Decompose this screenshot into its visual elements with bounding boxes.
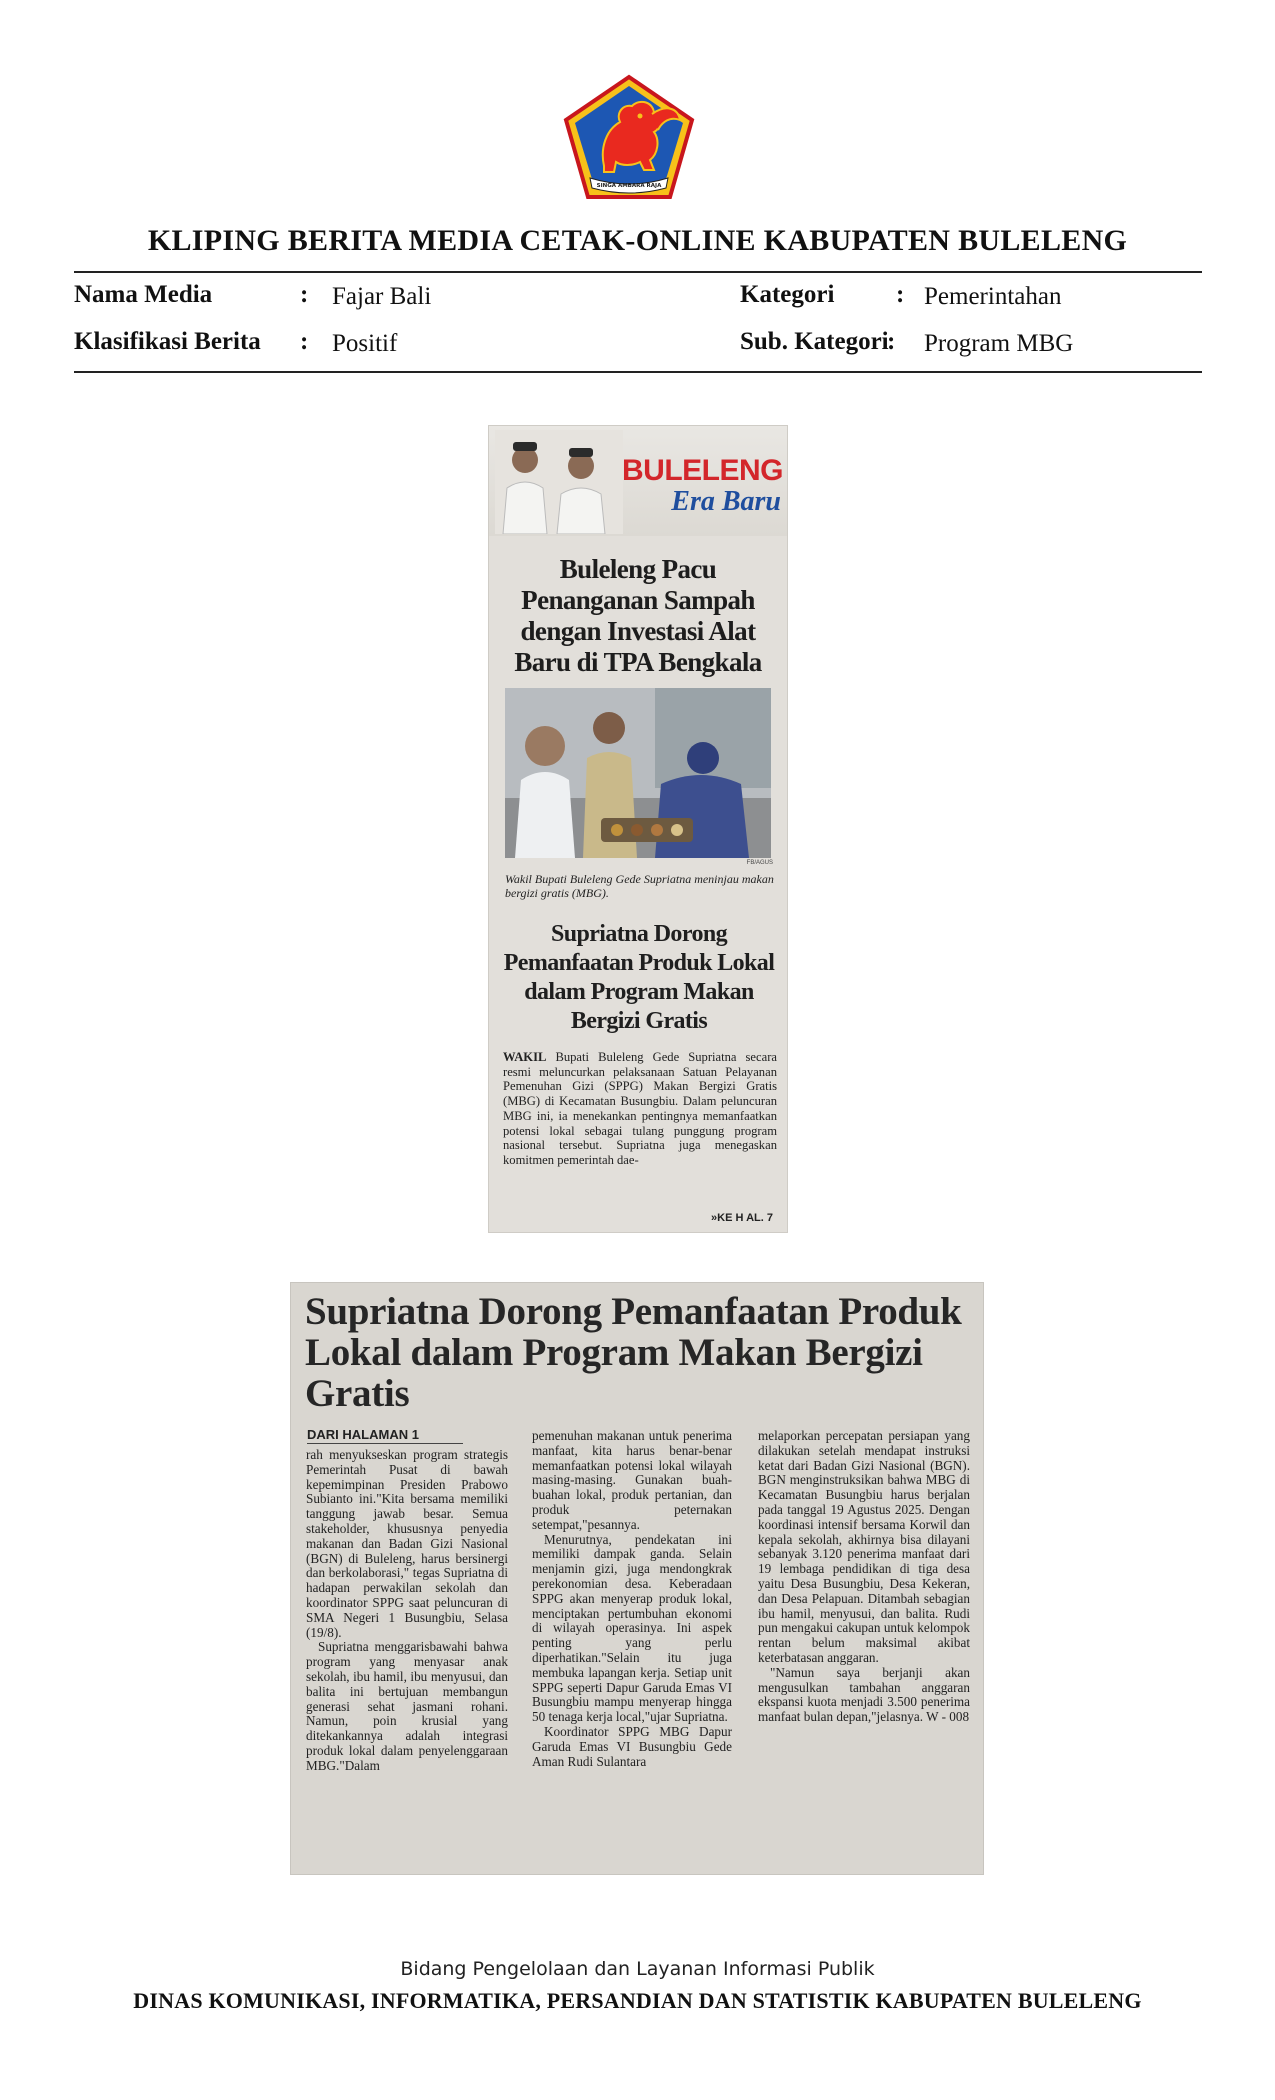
section-banner <box>489 426 787 536</box>
mbg-inspection-photo <box>505 688 771 858</box>
section-brand: BULELENG <box>622 454 783 487</box>
subcategory-value: Program MBG <box>924 330 1074 357</box>
newspaper-clipping-front <box>489 426 787 1232</box>
top-divider <box>74 271 1202 273</box>
paragraph: melaporkan percepatan persiapan yang dilakukan setelah mendapat instruksi ketat dari Badan Gizi Nasional (BGN). BGN menginstruksikan bahwa MBG di Kecamatan Busungbiu harus berjalan pada tanggal 19 Agustus 2025. Dengan koordinasi intensif bersama Korwil dan kepala sekolah, akhirnya bisa dilayani sebanyak 3.120 penerima manfaat dari 19 lembaga pendidikan di tiga desa yaitu Desa Busungbiu, Desa Kekeran, dan Desa Pelapuan. Ditambah sebagian ibu hamil, menyusui, dan balita. Rudi pun mengakui cakupan untuk kelompok rentan belum maksimal akibat keterbatasan anggaran. <box>758 1428 970 1665</box>
paragraph: pemenuhan makanan untuk penerima manfaat, kita harus benar-benar memanfaatkan potensi lokal wilayah masing-masing. Gunakan buah-buahan lokal, produk pertanian, dan produk peternakan setempat,"pesannya. <box>532 1428 732 1532</box>
article-column-3 <box>758 1429 970 1725</box>
from-page-label: DARI HALAMAN 1 <box>307 1427 463 1444</box>
section-brand-sub: Era Baru <box>671 486 781 517</box>
officials-portrait-image <box>495 430 623 534</box>
paragraph: Koordinator SPPG MBG Dapur Garuda Emas VI Busungbiu Gede Aman Rudi Sulantara <box>532 1723 732 1769</box>
front-article-body <box>503 1050 777 1168</box>
article-body-text: Bupati Buleleng Gede Supriatna secara resmi meluncurkan pelaksanaan Satuan Pelayanan Pemenuhan Gizi (SPPG) Makan Bergizi Gratis (MBG) di Kecamatan Busungbiu. Dalam peluncuran MBG ini, ia menekankan pentingnya memanfaatkan potensi lokal sebagai tulang punggung program nasional tersebut. Supriatna juga menegaskan komitmen pemerintah dae- <box>503 1050 777 1167</box>
article-lead-word: WAKIL <box>503 1050 547 1064</box>
category-colon: : <box>896 281 905 308</box>
category-label: Kategori <box>740 281 835 308</box>
classification-value: Positif <box>332 330 398 357</box>
media-name-value: Fajar Bali <box>332 283 432 310</box>
classification-label: Klasifikasi Berita <box>74 328 261 355</box>
paragraph: "Namun saya berjanji akan mengusulkan tambahan anggaran ekspansi kuota menjadi 3.500 penerima manfaat bulan depan,"jelasnya. W - 008 <box>758 1664 970 1725</box>
subcategory-label: Sub. Kategori <box>740 328 889 355</box>
continued-headline: Supriatna Dorong Pemanfaatan Produk Lokal dalam Program Makan Bergizi Gratis <box>305 1290 962 1415</box>
svg-text:SINGA AMBARA RAJA: SINGA AMBARA RAJA <box>596 183 662 189</box>
photo-caption: Wakil Bupati Buleleng Gede Supriatna meninjau makan bergizi gratis (MBG). <box>505 872 774 900</box>
footer-agency: DINAS KOMUNIKASI, INFORMATIKA, PERSANDIAN DAN STATISTIK KABUPATEN BULELENG <box>133 1988 1142 2013</box>
media-name-colon: : <box>300 281 309 308</box>
footer-division: Bidang Pengelolaan dan Layanan Informasi Publik <box>400 1958 875 1980</box>
front-subheadline: Supriatna Dorong Pemanfaatan Produk Lokal dalam Program Makan Bergizi Gratis <box>503 921 775 1034</box>
front-headline: Buleleng Pacu Penanganan Sampah dengan Investasi Alat Baru di TPA Bengkala <box>514 554 762 677</box>
media-name-label: Nama Media <box>74 281 213 308</box>
continued-marker: »KE H AL. 7 <box>711 1212 773 1224</box>
photo-credit: FB/AGUS <box>746 860 773 866</box>
paragraph: rah menyukseskan program strategis Pemerintah Pusat di bawah kepemimpinan Presiden Prabowo Subianto ini."Kita bersama memiliki tanggung jawab besar. Semua stakeholder, khususnya penyedia makanan dan Badan Gizi Nasional (BGN) di Buleleng, harus bersinergi dan berkolaborasi," tegas Supriatna di hadapan perwakilan sekolah dan koordinator SPPG saat peluncuran di SMA Negeri 1 Busungbiu, Selasa (19/8). <box>306 1447 508 1640</box>
newspaper-clipping-continued <box>291 1283 983 1874</box>
article-column-2 <box>532 1429 732 1769</box>
bottom-divider <box>74 371 1202 373</box>
buleleng-crest-logo <box>562 74 696 200</box>
paragraph: Supriatna menggarisbawahi bahwa program yang menyasar anak sekolah, ibu hamil, ibu menyusui, dan balita ini bertujuan membangun generasi sehat jasmani rohani. Namun, poin krusial yang ditekankannya adalah integrasi produk lokal dalam penyelenggaraan MBG."Dalam <box>306 1639 508 1773</box>
document-title: KLIPING BERITA MEDIA CETAK-ONLINE KABUPATEN BULELENG <box>147 224 1128 257</box>
paragraph: Menurutnya, pendekatan ini memiliki dampak ganda. Selain menjamin gizi, juga mendongkrak perekonomian desa. Keberadaan SPPG akan menyerap produk lokal, menciptakan pertumbuhan ekonomi di wilayah operasinya. Ini aspek penting yang perlu diperhatikan."Selain itu juga membuka lapangan kerja. Setiap unit SPPG seperti Dapur Garuda Emas VI Busungbiu mampu menyerap hingga 50 tenaga kerja local,"ujar Supriatna. <box>532 1531 732 1725</box>
classification-colon: : <box>300 328 309 355</box>
article-column-1 <box>306 1448 508 1774</box>
subcategory-colon: : <box>887 328 896 355</box>
category-value: Pemerintahan <box>924 283 1062 310</box>
